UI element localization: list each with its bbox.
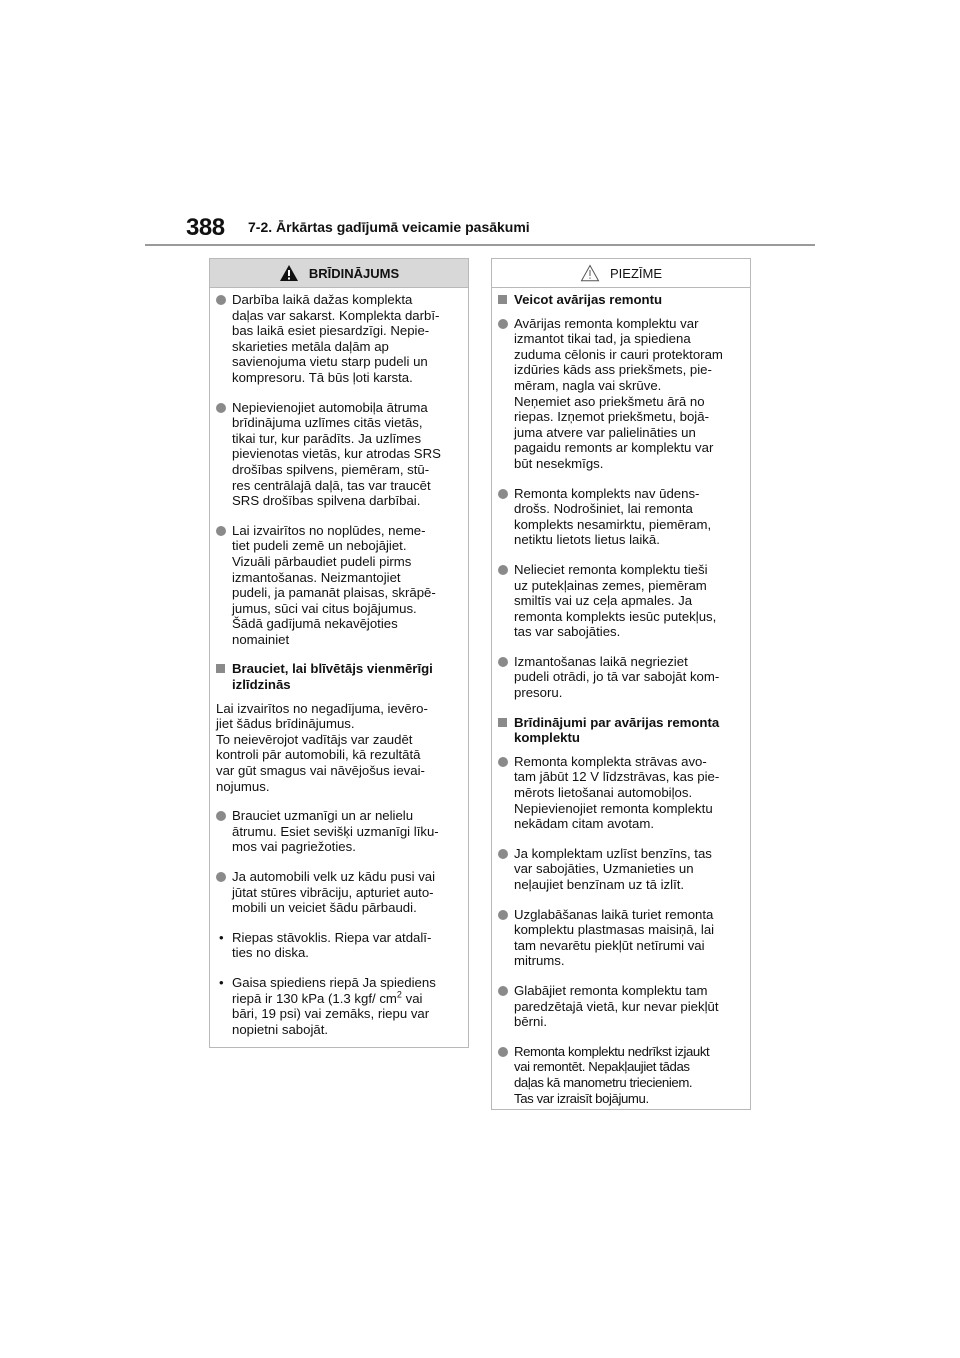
bullet-dot (498, 849, 508, 859)
subheading: Brīdinājumi par avārijas remonta komplektu (498, 715, 744, 746)
section-title: 7-2. Ārkārtas gadījumā veicamie pasākumi (248, 219, 530, 235)
warning-title: BRĪDINĀJUMS (308, 265, 400, 281)
bullet-square (498, 718, 507, 727)
bullet-dot (216, 872, 226, 882)
list-item: Nepievienojiet automobiļa ātruma brīdinājuma uzlīmes citās vietās, tikai tur, kur parādīts. Ja uzlīmes pievienotas vietās, kur atrodas SRS drošības spilvens, piemēram, stū- res centrālajā daļā, tas var traucēt SRS drošības spilvena darbībai. (216, 400, 462, 509)
list-item: Ja automobili velk uz kādu pusi vai jūtat stūres vibrāciju, apturiet auto- mobili un veiciet šādu pārbaudi. (216, 869, 462, 916)
note-title: PIEZĪME (609, 265, 662, 281)
bullet-dot (498, 319, 508, 329)
list-item: Brauciet uzmanīgi un ar nelielu ātrumu. Esiet sevišķi uzmanīgi līku- mos vai pagriežoties. (216, 808, 462, 855)
list-item: Nelieciet remonta komplektu tieši uz putekļainas zemes, piemēram smiltīs vai uz ceļa apmales. Ja remonta komplekts iesūc putekļus, tas var sabojāties. (498, 562, 744, 640)
warning-triangle-icon (279, 264, 299, 282)
bullet-dot (216, 811, 226, 821)
page-number: 388 (186, 214, 225, 241)
bullet-dot (498, 489, 508, 499)
bullet-square (498, 295, 507, 304)
bullet-dot (498, 910, 508, 920)
bullet-dot (498, 565, 508, 575)
bullet-dot (498, 657, 508, 667)
bullet-dot (216, 295, 226, 305)
bullet-dot (498, 1047, 508, 1057)
paragraph: Lai izvairītos no negadījuma, ievēro- jiet šādus brīdinājumus. To neievērojot vadītājs var zaudēt kontroli pār automobili, kā rezultātā var gūt smagus vai nāvējošus ievai- nojumus. (216, 700, 428, 794)
list-item: Izmantošanas laikā negrieziet pudeli otrādi, jo tā var sabojāt kom- presoru. (498, 654, 744, 701)
note-box (491, 258, 751, 1110)
caution-triangle-outline-icon (580, 264, 600, 282)
list-item: Remonta komplekts nav ūdens- drošs. Nodrošiniet, lai remonta komplekts nesamirktu, piemēram, netiktu lietots lietus laikā. (498, 486, 744, 548)
bullet-square (216, 664, 225, 673)
warning-header (210, 259, 468, 288)
warning-body (210, 288, 468, 1037)
subheading: Brauciet, lai blīvētājs vienmērīgi izlīdzinās (216, 661, 462, 692)
note-body (492, 288, 750, 1106)
list-item: Avārijas remonta komplektu var izmantot tikai tad, ja spiediena zuduma cēlonis ir cauri protektoram izdūries kāds ass priekšmets, pie- mēram, nagla vai skrūve. Neņemiet aso priekšmetu ārā no riepas. Izņemot priekšmetu, bojā- juma atvere var palielināties un pagaidu remonts ar komplektu var būt nesekmīgs. (498, 316, 744, 472)
bullet-dot (216, 403, 226, 413)
bullet-dot (498, 757, 508, 767)
list-item: Ja komplektam uzlīst benzīns, tas var sabojāties, Uzmanieties un neļaujiet benzīnam uz tā izlīt. (498, 846, 744, 893)
list-item: Darbība laikā dažas komplekta daļas var sakarst. Komplekta darbī- bas laikā esiet piesardzīgi. Nepie- skarieties metāla daļām ap savienojuma vietu starp pudeli un kompresoru. Tā būs ļoti karsta. (216, 292, 462, 386)
bullet-dot (498, 986, 508, 996)
list-item: Glabājiet remonta komplektu tam paredzētajā vietā, kur nevar piekļūt bērni. (498, 983, 744, 1030)
list-item: Remonta komplektu nedrīkst izjaukt vai remontēt. Nepakļaujiet tādas daļas kā manometru triecieniem. Tas var izraisīt bojājumu. (498, 1044, 744, 1106)
list-item: Remonta komplekta strāvas avo- tam jābūt 12 V līdzstrāvas, kas pie- mērots lietošanai automobiļos. Nepievienojiet remonta komplektu nekādam citam avotam. (498, 754, 744, 832)
bullet-dot (216, 526, 226, 536)
warning-box (209, 258, 469, 1048)
list-item: Uzglabāšanas laikā turiet remonta komplektu plastmasas maisiņā, lai tam nevarētu piekļūt netīrumi vai mitrums. (498, 907, 744, 969)
note-header (492, 259, 750, 288)
sub-list-item: • Gaisa spiediens riepā Ja spiediens riepā ir 130 kPa (1.3 kgf/ $cm^2$ vai bāri, 19 psi) vai zemāks, riepu var nopietni sabojāt. (219, 974, 436, 1037)
subheading: Veicot avārijas remontu (498, 292, 744, 308)
sub-list-item: • Riepas stāvoklis. Riepa var atdalī- ties no diska. (219, 929, 432, 961)
list-item: Lai izvairītos no noplūdes, neme- tiet pudeli zemē un nebojājiet. Vizuāli pārbaudiet pudeli pirms izmantošanas. Neizmantojiet pudeli, ja pamanāt plaisas, skrāpē- jumus, sūci vai citus bojājumus. Šādā gadījumā nekavējoties nomainiet (216, 523, 462, 648)
header-rule (145, 244, 815, 246)
